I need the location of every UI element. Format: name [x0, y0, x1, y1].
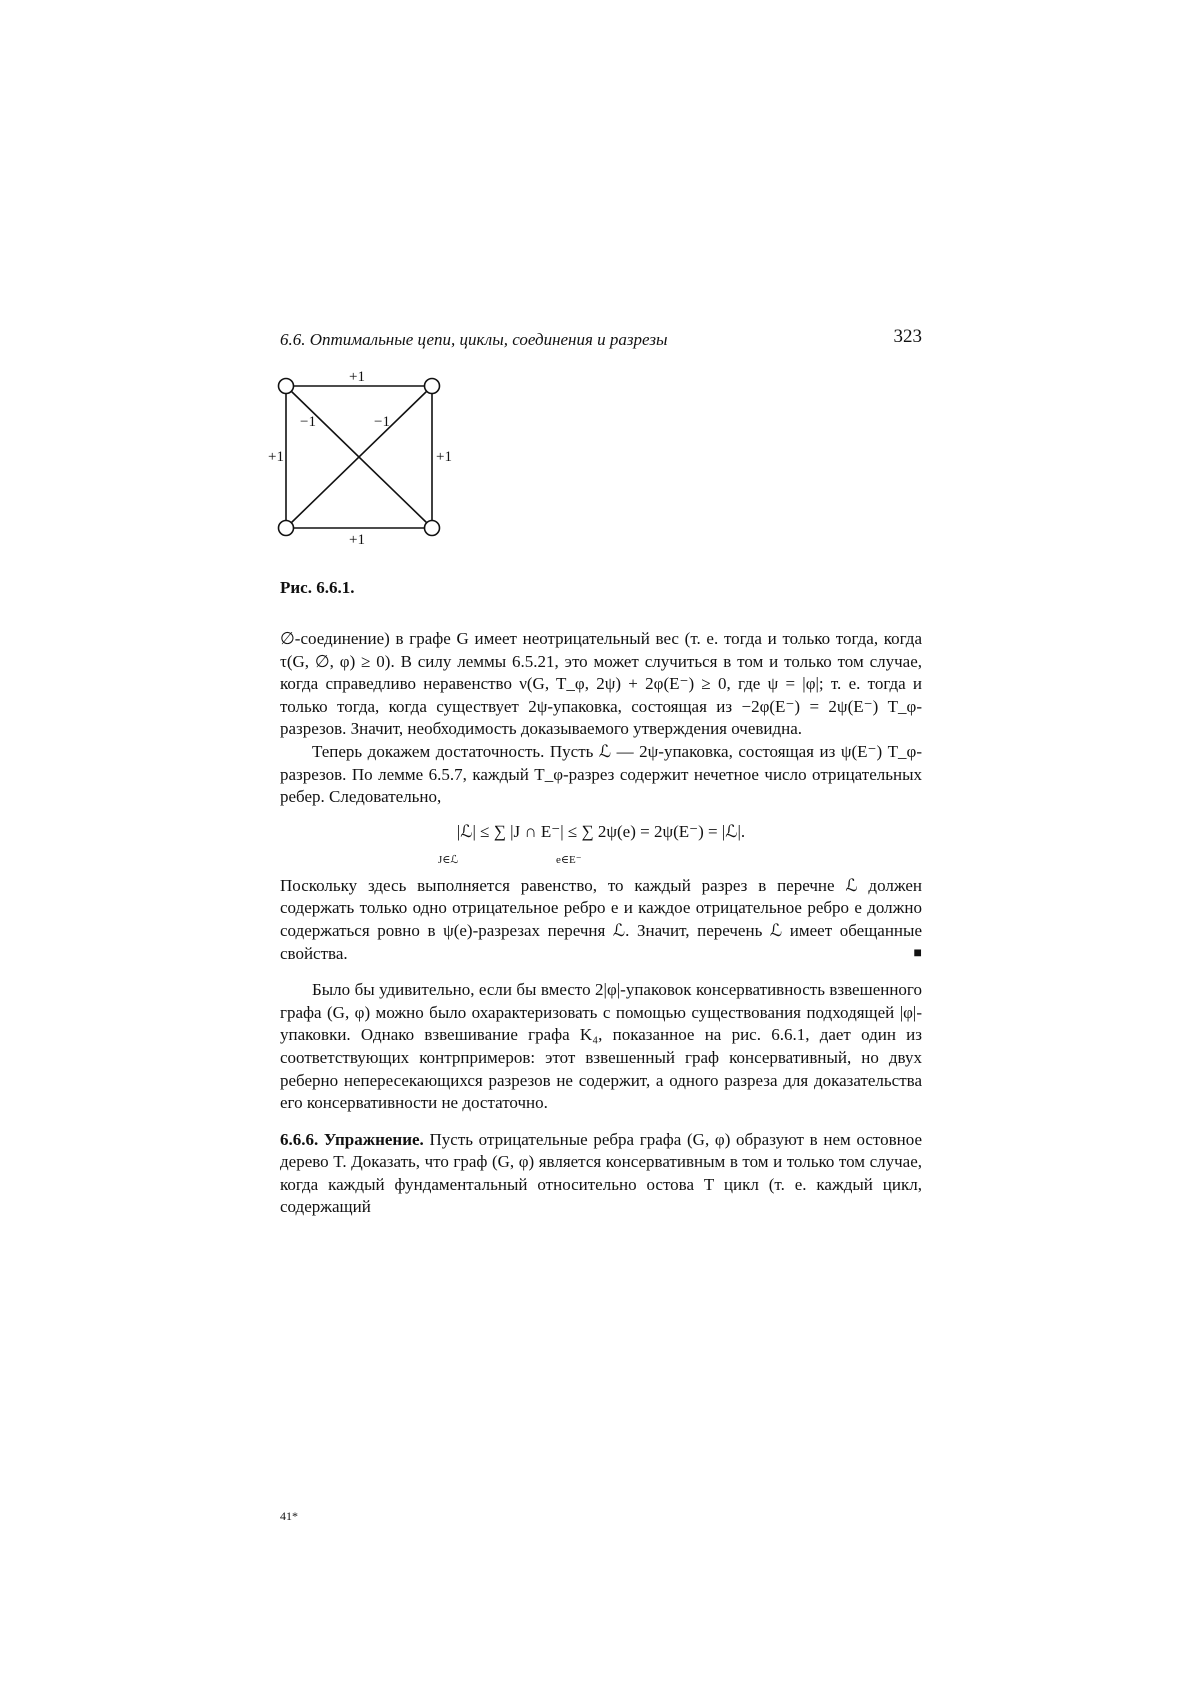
exercise-title: 6.6.6. Упражнение.: [280, 1129, 424, 1149]
formula-main: |ℒ| ≤ ∑ |J ∩ E⁻| ≤ ∑ 2ψ(e) = 2ψ(E⁻) = |ℒ|.: [456, 821, 746, 841]
exercise-text: Пусть отрицательные ребра графа (G, φ) образуют в нем остовное дерево T. Доказать, что граф (G, φ) является консервативным в том и только том случае, когда каждый фундаментальный относительно остова T цикл (т. е. каждый цикл, содержащий: [280, 1129, 922, 1217]
vertex-bottom-left: [279, 521, 294, 536]
paragraph-1: ∅-соединение) в графе G имеет неотрицательный вес (т. е. тогда и только тогда, когда τ(G, ∅, φ) ≥ 0). В силу леммы 6.5.21, это может случиться в том и только том случае, когда справедливо неравенство ν(G, T_φ, 2ψ) + 2φ(E⁻) ≥ 0, где ψ = |φ|; т. е. тогда и только тогда, когда существует 2ψ-упаковка, состоящая из −2φ(E⁻) = 2ψ(E⁻) T_φ-разрезов. Значит, необходимость доказываемого утверждения очевидна.: [280, 629, 922, 739]
edge-label-right: +1: [436, 449, 452, 465]
formula-sub-1: J∈ℒ: [438, 853, 459, 866]
signature-mark: 41*: [280, 1509, 298, 1523]
figure-caption: Рис. 6.6.1.: [280, 578, 355, 597]
paragraph-4: Было бы удивительно, если бы вместо 2|φ|-упаковок консервативность взвешенного графа (G, φ) можно было охарактеризовать с помощью существования подходящей |φ|-упаковки. Однако взвешивание графа K₄, показанное на рис. 6.6.1, дает один из соответствующих контрпримеров: этот взвешенный граф консервативный, но двух реберно непересекающихся разрезов не содержит, а одного разреза для доказательства его консервативности не достаточно.: [280, 980, 922, 1113]
display-formula: [280, 821, 922, 866]
body-text: [280, 628, 922, 1219]
qed-mark: ■: [913, 945, 922, 961]
edge-label-bottom: +1: [349, 532, 365, 548]
page-number: 323: [893, 326, 922, 347]
formula-sub-2: e∈E⁻: [556, 853, 582, 866]
edge-label-top: +1: [349, 369, 365, 385]
vertex-bottom-right: [425, 521, 440, 536]
edge-label-left: +1: [268, 449, 284, 465]
exercise-paragraph: [280, 1129, 922, 1219]
vertex-top-left: [279, 379, 294, 394]
vertex-top-right: [425, 379, 440, 394]
edge-label-diag-right: −1: [374, 414, 390, 430]
running-title: 6.6. Оптимальные цепи, циклы, соединения и разрезы: [280, 330, 668, 349]
paragraph-3-text: Поскольку здесь выполняется равенство, то каждый разрез в перечне ℒ должен содержать только одно отрицательное ребро e и каждое отрицательное ребро e должно содержаться ровно в ψ(e)-разрезах перечня ℒ. Значит, перечень ℒ имеет обещанные свойства.: [280, 875, 922, 963]
k4-graph-figure: [268, 369, 460, 548]
paragraph-2: Теперь докажем достаточность. Пусть ℒ — 2ψ-упаковка, состоящая из ψ(E⁻) T_φ-разрезов. По лемме 6.5.7, каждый T_φ-разрез содержит нечетное число отрицательных ребер. Следовательно,: [280, 741, 922, 807]
edge-label-diag-left: −1: [300, 414, 316, 430]
paragraph-3: [280, 875, 922, 965]
k4-graph-svg: [268, 369, 460, 548]
